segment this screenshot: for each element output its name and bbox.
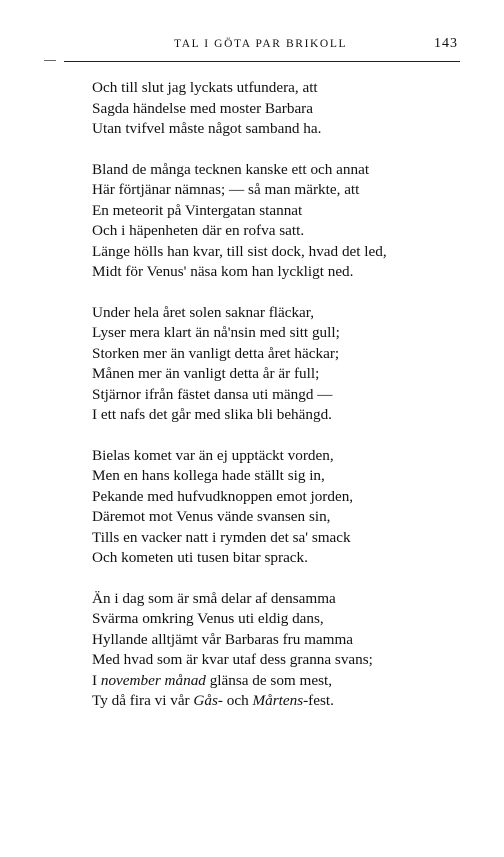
verse-line-mixed <box>92 671 387 692</box>
page-header <box>40 38 458 54</box>
verse-line: En meteorit på Vintergatan stannat <box>92 201 303 219</box>
poem-body <box>92 78 387 712</box>
verse-line-mixed <box>92 691 387 712</box>
verse-line: I ett nafs det går med slika bli behängd. <box>92 406 332 423</box>
stanza-2 <box>92 160 387 283</box>
header-rule <box>64 61 460 62</box>
italic-run: Gås- <box>193 692 223 709</box>
verse-line: Utan tvifvel måste något samband ha. <box>92 120 322 137</box>
verse-line: Pekande med hufvudknoppen emot jorden, <box>92 487 354 505</box>
verse-line: Stjärnor ifrån fästet dansa uti mängd — <box>92 385 333 403</box>
text-run: -fest. <box>303 692 334 709</box>
verse-line: Midt för Venus' näsa kom han lyckligt ned. <box>92 263 354 280</box>
verse-line: Storken mer än vanligt detta året häckar; <box>92 344 340 362</box>
stanza-1 <box>92 78 387 140</box>
verse-line: Med hvad som är kvar utaf dess granna svans; <box>92 651 373 668</box>
text-run: glänsa de som mest, <box>205 671 333 689</box>
verse-line: Under hela året solen saknar fläckar, <box>92 303 315 321</box>
verse-line: Länge hölls han kvar, till sist dock, hvad det led, <box>92 242 387 260</box>
verse-line: Än i dag som är små delar af densamma <box>92 589 336 607</box>
verse-line: Bland de många tecknen kanske ett och annat <box>92 160 370 178</box>
verse-line: Däremot mot Venus vände svansen sin, <box>92 508 331 525</box>
verse-line: Svärma omkring Venus uti eldig dans, <box>92 610 324 627</box>
verse-line: Och till slut jag lyckats utfundera, att <box>92 79 318 96</box>
stanza-4 <box>92 446 387 569</box>
text-run: I <box>92 671 101 689</box>
margin-mark <box>44 60 56 61</box>
text-run: och <box>222 692 253 709</box>
verse-line: Men en hans kollega hade ställt sig in, <box>92 467 325 484</box>
text-run: Ty då fira vi vår <box>92 692 194 709</box>
verse-line: Bielas komet var än ej upptäckt vorden, <box>92 446 334 464</box>
page-number: 143 <box>434 36 458 51</box>
verse-line: Hyllande alltjämt vår Barbaras fru mamma <box>92 630 354 648</box>
verse-line: Och i häpenheten där en rofva satt. <box>92 222 305 239</box>
stanza-5 <box>92 589 387 712</box>
running-title: TAL I GÖTA PAR BRIKOLL <box>174 38 348 50</box>
italic-run: november månad <box>100 671 206 689</box>
verse-line: Och kometen uti tusen bitar sprack. <box>92 549 308 566</box>
verse-line: Här förtjänar nämnas; — så man märkte, att <box>92 181 360 198</box>
verse-line: Lyser mera klart än nå'nsin med sitt gull; <box>92 324 340 341</box>
italic-run: Mårtens <box>252 692 304 709</box>
stanza-3 <box>92 303 387 426</box>
verse-line: Sagda händelse med moster Barbara <box>92 99 313 117</box>
verse-line: Månen mer än vanligt detta år är full; <box>92 365 320 382</box>
verse-line: Tills en vacker natt i rymden det sa' smack <box>92 528 351 546</box>
